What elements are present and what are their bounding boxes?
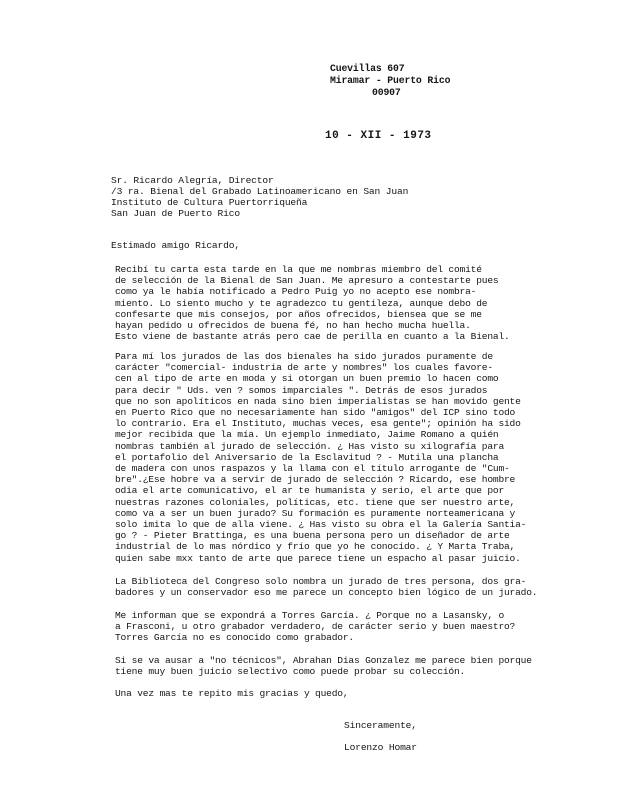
text-line: como va a ser un buen jurado? Su formación es puramente norteamericana y [115, 507, 516, 519]
text-line: de madera con unos raspazos y la llama con el título arrogante de "Cum- [115, 463, 510, 475]
text-line: para decir " Uds. ven ? somos imparciales ". Detrás de esos jurados [115, 384, 488, 396]
text-line: industrial de lo mas nórdico y frío que yo he conocido. ¿ Y Marta Traba, [115, 541, 516, 553]
address-line-1: Cuevillas 607 [330, 63, 405, 74]
text-line: confesarte que mis consejos, por años ofrecidos, biensea que se me [115, 308, 482, 320]
text-line: de selección de la Bienal de San Juan. Me apresuro a contestarte pues [115, 275, 499, 287]
recipient-line-2: /3 ra. Bienal del Grabado Latinoamericano en San Juan [111, 186, 409, 197]
text-line: badores y un conservador eso me parece un concepto bien lógico de un jurado. [115, 587, 538, 599]
letter-date: 10 - XII - 1973 [325, 130, 432, 142]
text-line: Me informan que se expondrá a Torres García. ¿ Porque no a Lasansky, o [115, 610, 505, 621]
text-line: Para mí los jurados de las dos bienales ha sido jurados puramente de [115, 351, 493, 362]
paragraph-2 [115, 351, 526, 564]
text-line: lo contrario. Era el Instituto, muchas veces, esa gente"; opinión ha sido [115, 418, 521, 430]
text-line: el portafolio del Aniversario de la Esclavitud ? - Mutila una plancha [115, 451, 499, 463]
text-line: Una vez mas te repito mis gracias y quedo, [115, 688, 349, 699]
text-line: en Puerto Rico que no necesariamente han sido "amigos" del ICP sino todo [115, 407, 516, 419]
text-line: que no son apolíticos en nada sino bien imperialistas se han movido gente [115, 395, 521, 407]
paragraph-6 [115, 688, 348, 699]
paragraph-3 [115, 576, 537, 598]
closing: Sinceramente, [344, 720, 417, 731]
text-line: tiene muy buen juicio selectivo como puede probar su colección. [115, 666, 466, 678]
text-line: miento. Lo siento mucho y te agradezco tu gentileza, aunque debo de [115, 297, 488, 309]
text-line: quien sabe mxx tanto de arte que parece tiene un espacho al pasar juicio. [115, 552, 521, 564]
text-line: Si se va ausar a "no técnicos", Abrahan Dias Gonzalez me parece bien porque [115, 655, 532, 666]
text-line: odia el arte comunicativo, el ar te humanista y serio, el arte que por [115, 485, 505, 497]
salutation: Estimado amigo Ricardo, [111, 240, 240, 251]
recipient-line-1: Sr. Ricardo Alegría, Director [111, 175, 274, 186]
text-line: hayan pedido u ofrecidos de buena fé, no han hecho mucha huella. [115, 320, 471, 332]
text-line: Recibí tu carta esta tarde en la que me nombras miembro del comité [115, 264, 482, 275]
text-line: cen al tipo de arte en moda y si otorgan un buen premio lo hacen como [115, 373, 499, 385]
paragraph-5 [115, 655, 532, 677]
text-line: solo imita lo que de alla viene. ¿ Has visto su obra el la Galería Santia- [115, 519, 527, 531]
text-line: nombras también al jurado de selección. ¿ Has visto su xilografía para [115, 440, 505, 452]
recipient-line-4: San Juan de Puerto Rico [111, 208, 240, 219]
text-line: bre".¿Ese hobre va a servir de jurado de selección ? Ricardo, ese hombre [115, 474, 516, 486]
paragraph-4 [115, 610, 515, 644]
paragraph-1 [115, 264, 510, 342]
text-line: carácter "comercial- industria de arte y nombres" los cuales favore- [115, 362, 493, 374]
text-line: a Frasconi, u otro grabador verdadero, de carácter serio y buen maestro? [115, 621, 516, 633]
address-line-2: Miramar - Puerto Rico [330, 75, 451, 86]
signature-name: Lorenzo Homar [344, 742, 417, 753]
text-line: Esto viene de bastante atrás pero cae de perilla en cuanto a la Bienal. [115, 331, 510, 343]
text-line: go ? - Pieter Brattinga, es una buena persona pero un diseñador de arte [115, 530, 510, 542]
text-line: nuestras razones coloniales, políticas, etc. tiene que ser nuestro arte, [115, 496, 516, 508]
text-line: Torres García no es conocido como grabador. [115, 632, 354, 644]
text-line: como ya le había notificado a Pedro Puig yo no acepto ese nombra- [115, 286, 477, 298]
text-line: La Biblioteca del Congreso solo nombra un jurado de tres persona, dos gra- [115, 576, 527, 587]
address-line-3: 00907 [372, 87, 401, 98]
text-line: mejor recibida que la mía. Un ejemplo inmediato, Jaime Romano a quién [115, 429, 499, 441]
recipient-line-3: Instituto de Cultura Puertorriqueña [111, 197, 308, 208]
